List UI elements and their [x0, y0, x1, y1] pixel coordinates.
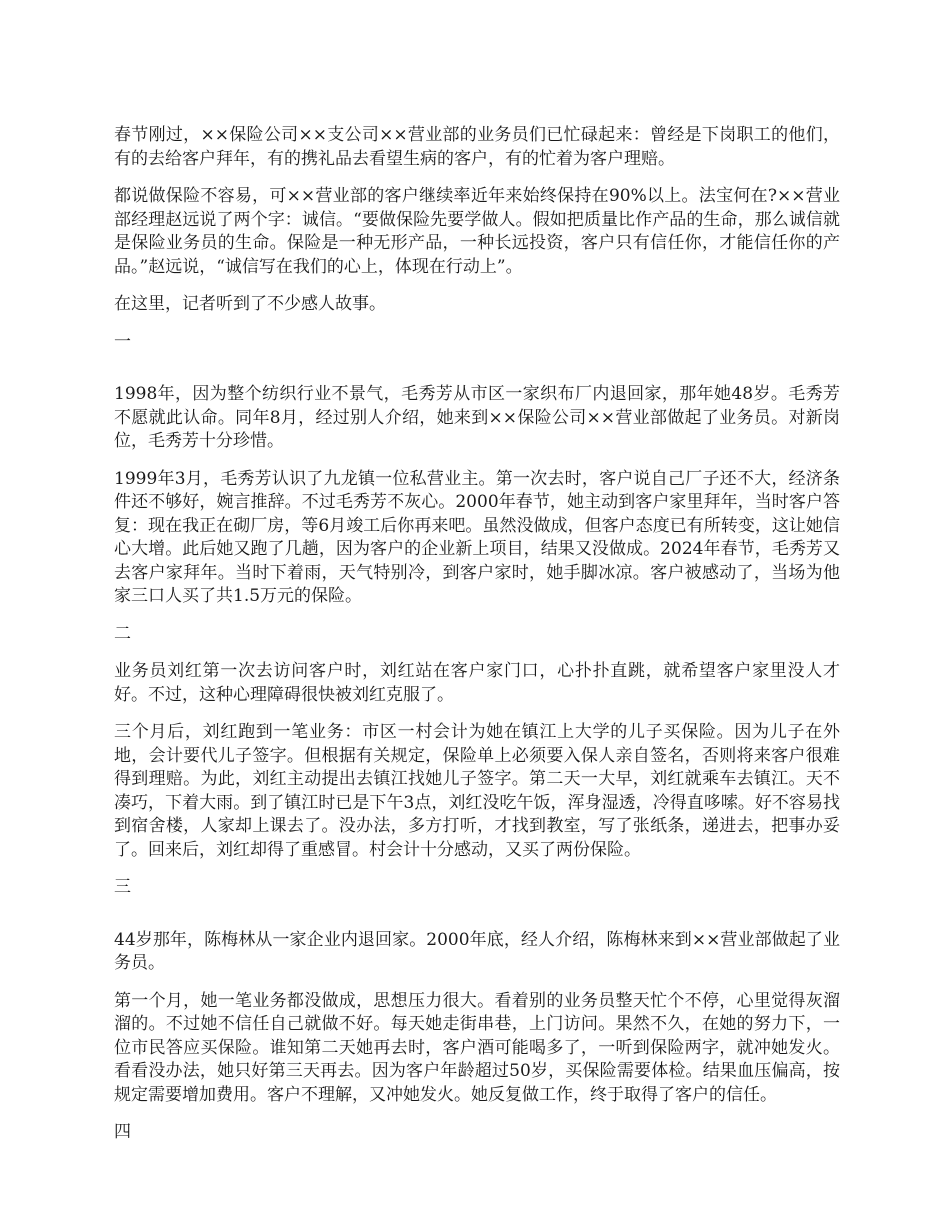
paragraph: 业务员刘红第一次去访问客户时，刘红站在客户家门口，心扑扑直跳，就希望客户家里没人才好。不过，这种心理障碍很快被刘红克服了。 [114, 661, 840, 705]
paragraph: 1999年3月，毛秀芳认识了九龙镇一位私营业主。第一次去时，客户说自己厂子还不大，经济条件还不够好，婉言推辞。不过毛秀芳不灰心。2000年春节，她主动到客户家里拜年，当时客户答复：现在我正在砌厂房，等6月竣工后你再来吧。虽然没做成，但客户态度已有所转变，这让她信心大增。此后她又跑了几趟，因为客户的企业新上项目，结果又没做成。2024年春节，毛秀芳又去客户家拜年。当时下着雨，天气特别冷，到客户家时，她手脚冰凉。客户被感动了，当场为他家三口人买了共1.5万元的保险。 [114, 468, 840, 606]
paragraph: 第一个月，她一笔业务都没做成，思想压力很大。看着别的业务员整天忙个不停，心里觉得灰溜溜的。不过她不信任自己就做不好。每天她走街串巷，上门访问。果然不久，在她的努力下，一位市民答应买保险。谁知第二天她再去时，客户酒可能喝多了，一听到保险两字，就冲她发火。看看没办法，她只好第三天再去。因为客户年龄超过50岁，买保险需要体检。结果血压偏高，按规定需要增加费用。客户不理解，又冲她发火。她反复做工作，终于取得了客户的信任。 [114, 990, 840, 1105]
paragraph: 1998年，因为整个纺织行业不景气，毛秀芳从市区一家织布厂内退回家，那年她48岁。毛秀芳不愿就此认命。同年8月，经过别人介绍，她来到××保险公司××营业部做起了业务员。对新岗位，毛秀芳十分珍惜。 [114, 384, 840, 451]
paragraph: 44岁那年，陈梅林从一家企业内退回家。2000年底，经人介绍，陈梅林来到××营业部做起了业务员。 [114, 929, 840, 973]
section-number: 一 [114, 331, 131, 352]
section-number: 二 [114, 623, 131, 644]
paragraph: 都说做保险不容易，可××营业部的客户继续率近年来始终保持在90%以上。法宝何在?××营业部经理赵远说了两个字：诚信。“要做保险先要学做人。假如把质量比作产品的生命，那么诚信就是保险业务员的生命。保险是一种无形产品，一种长远投资，客户只有信任你，才能信任你的产品。”赵远说，“诚信写在我们的心上，体现在行动上”。 [114, 186, 840, 277]
section-number: 四 [114, 1122, 131, 1142]
paragraph: 三个月后，刘红跑到一笔业务：市区一村会计为她在镇江上大学的儿子买保险。因为儿子在外地，会计要代儿子签字。但根据有关规定，保险单上必须要入保人亲自签名，否则将来客户很难得到理赔。为此，刘红主动提出去镇江找她儿子签字。第二天一大早，刘红就乘车去镇江。天不凑巧，下着大雨。到了镇江时已是下午3点，刘红没吃午饭，浑身湿透，冷得直哆嗦。好不容易找到宿舍楼，人家却上课去了。没办法，多方打听，才找到教室，写了张纸条，递进去，把事办妥了。回来后，刘红却得了重感冒。村会计十分感动，又买了两份保险。 [114, 722, 840, 860]
paragraph: 春节刚过，××保险公司××支公司××营业部的业务员们已忙碌起来：曾经是下岗职工的他们，有的去给客户拜年，有的携礼品去看望生病的客户，有的忙着为客户理赔。 [114, 125, 840, 169]
section-number: 三 [114, 877, 131, 897]
paragraph: 在这里，记者听到了不少感人故事。 [114, 294, 386, 314]
